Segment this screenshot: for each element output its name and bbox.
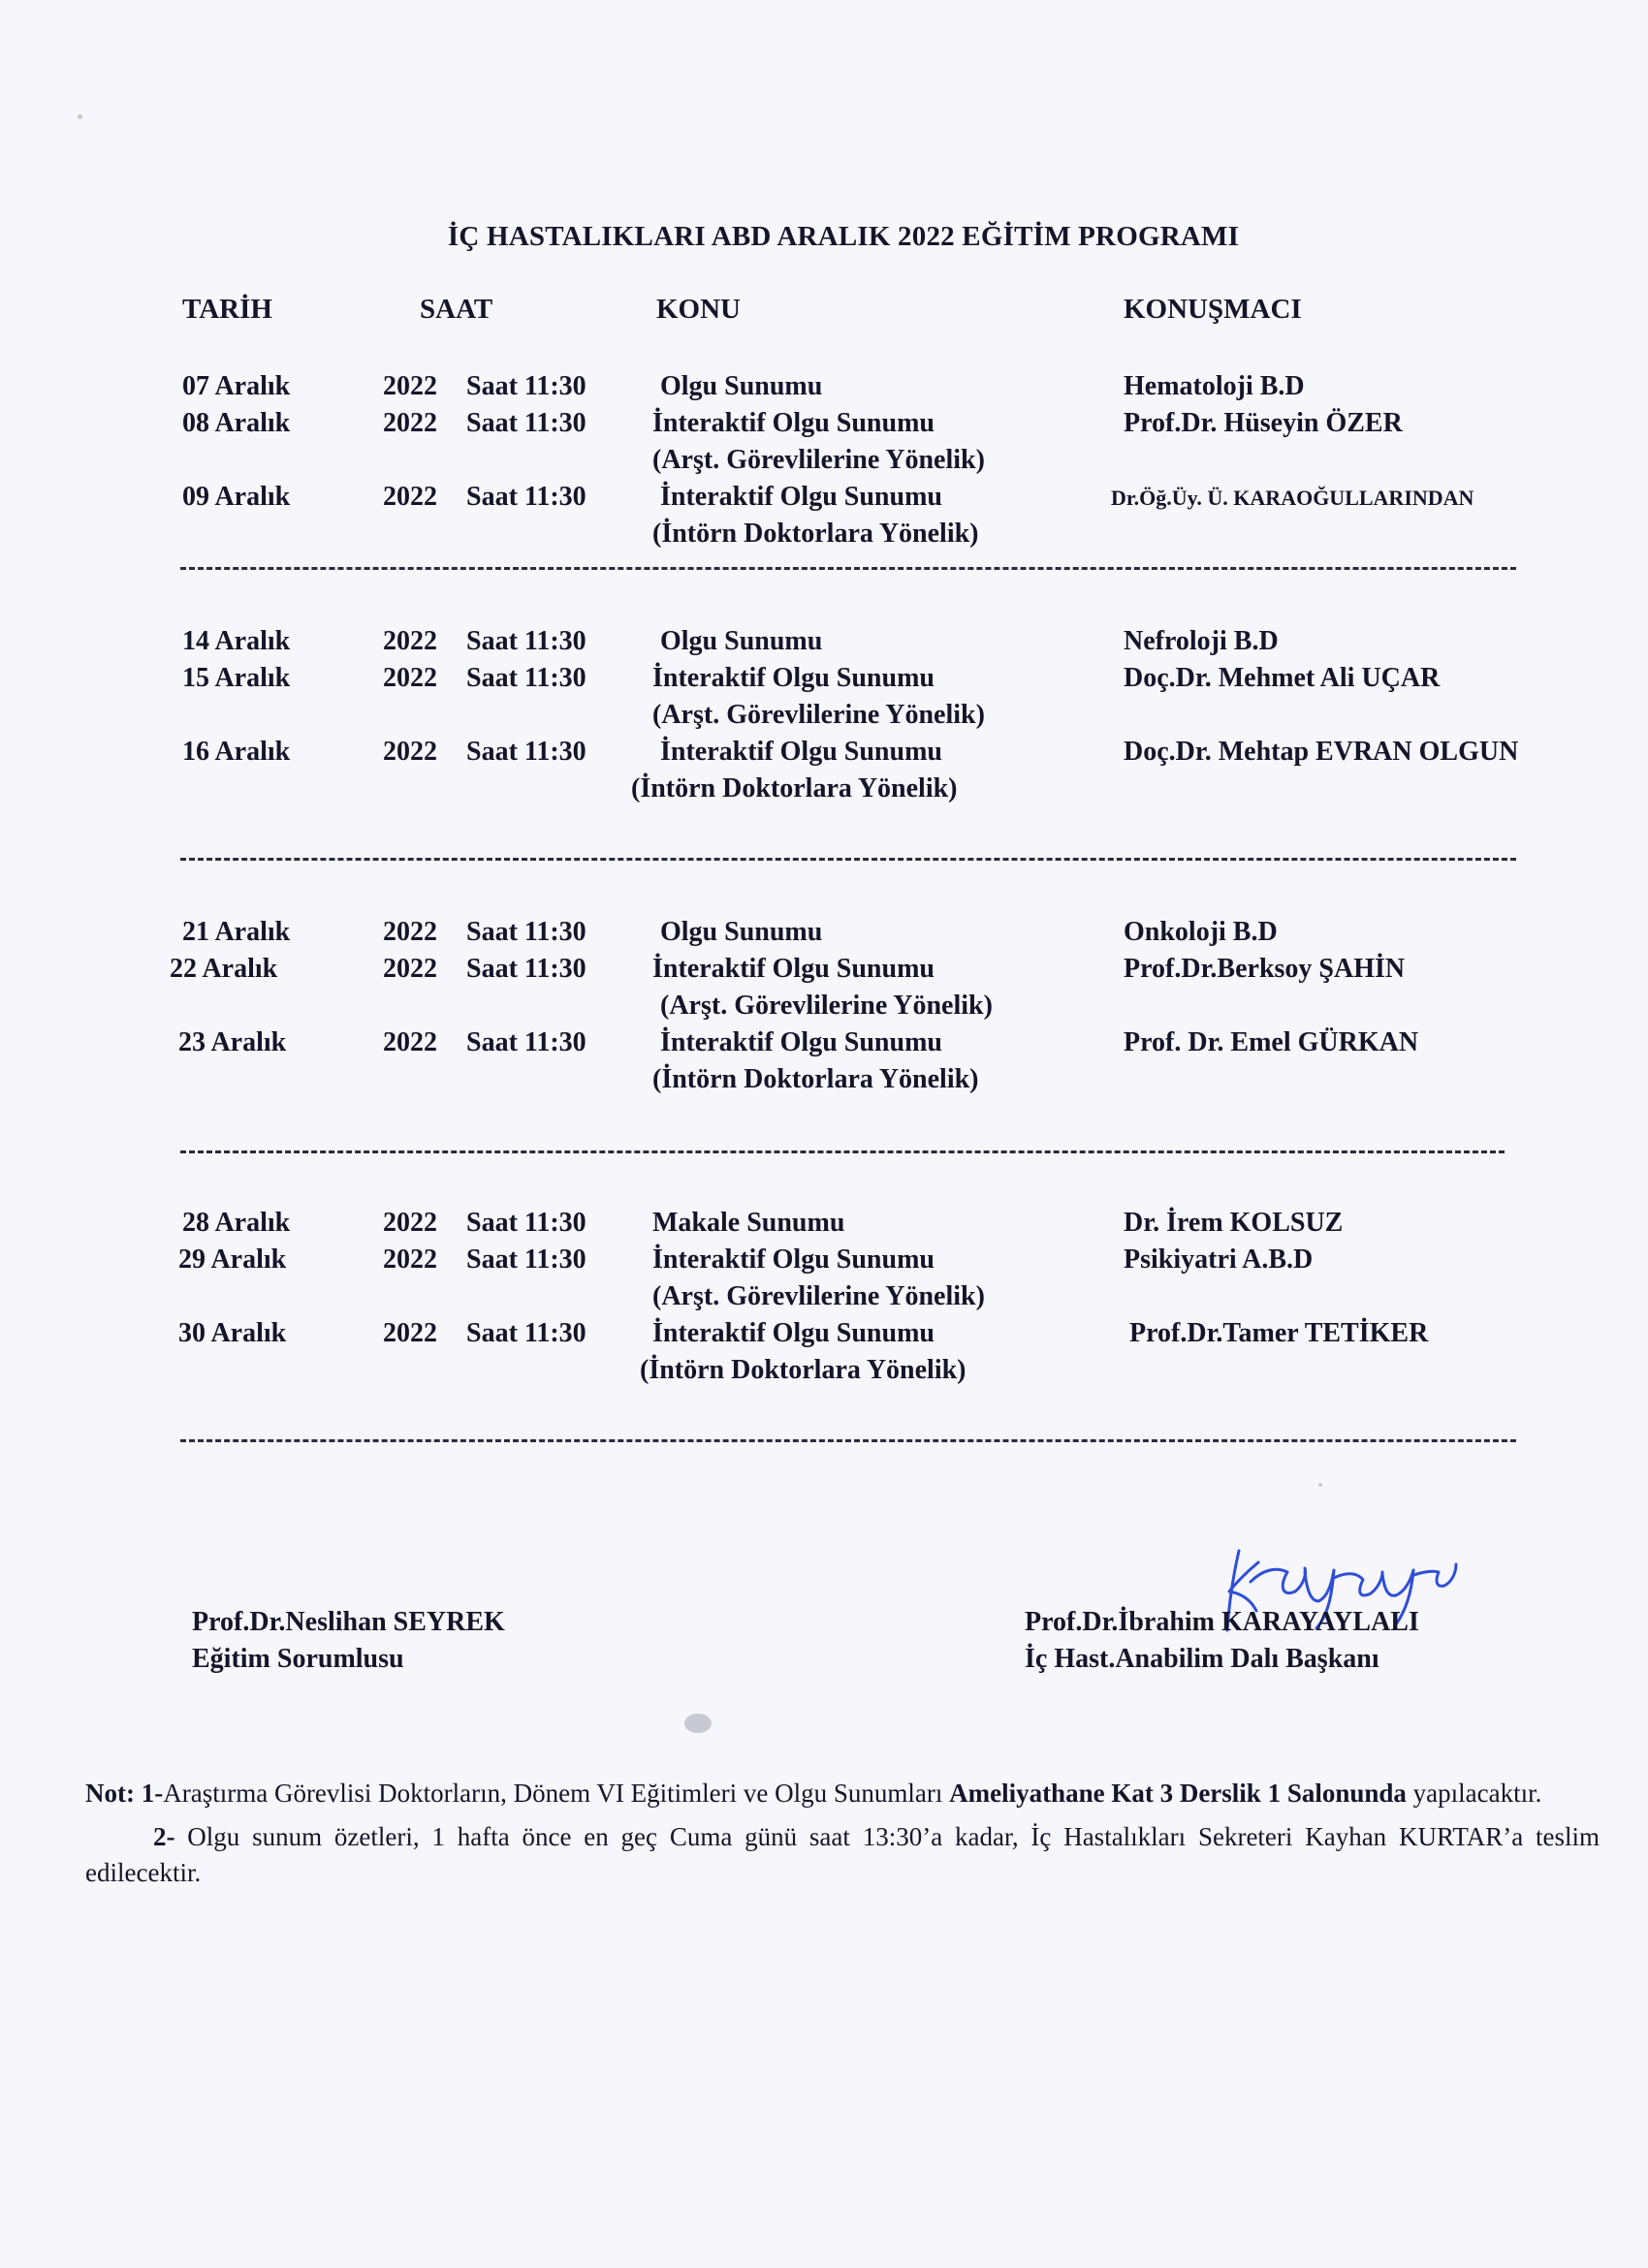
signatory-left-name: Prof.Dr.Neslihan SEYREK [192,1607,505,1637]
header-speaker: KONUŞMACI [1124,294,1302,325]
row-topic-note: (Arşt. Görevlilerine Yönelik) [652,445,985,475]
row-topic-note: (İntörn Doktorlara Yönelik) [652,1064,979,1094]
row-date: 22 Aralık [170,954,278,984]
note-1-end: yapılacaktır. [1406,1779,1542,1808]
row-year: 2022 [383,737,437,767]
row-date: 21 Aralık [182,917,291,947]
row-date: 23 Aralık [178,1027,287,1057]
note-1-location: Ameliyathane Kat 3 Derslik 1 Salonunda [949,1779,1407,1808]
row-topic-note: (Arşt. Görevlilerine Yönelik) [660,991,993,1021]
scan-speck [684,1714,712,1733]
row-time: Saat 11:30 [466,1208,586,1238]
section-divider [180,858,1516,861]
row-topic: Olgu Sunumu [660,917,823,947]
row-time: Saat 11:30 [466,1318,586,1348]
row-time: Saat 11:30 [466,1027,586,1057]
signatory-left [192,1604,505,1678]
row-time: Saat 11:30 [466,954,586,984]
row-time: Saat 11:30 [466,917,586,947]
row-year: 2022 [383,371,437,401]
row-speaker: Prof.Dr.Berksoy ŞAHİN [1124,954,1406,984]
row-topic: İnteraktif Olgu Sunumu [652,1318,935,1348]
row-year: 2022 [383,1244,437,1275]
row-date: 15 Aralık [182,663,291,693]
signatory-left-role: Eğitim Sorumlusu [192,1644,404,1674]
row-date: 14 Aralık [182,626,291,656]
row-topic: Olgu Sunumu [660,626,823,656]
section-divider [180,567,1516,570]
row-speaker: Dr. İrem KOLSUZ [1124,1208,1344,1238]
row-time: Saat 11:30 [466,1244,586,1275]
signatory-right-role: İç Hast.Anabilim Dalı Başkanı [1025,1644,1379,1674]
header-date: TARİH [182,294,272,325]
note-1-text: Araştırma Görevlisi Doktorların, Dönem VI Eğitimleri ve Olgu Sunumları [163,1779,950,1808]
row-speaker: Psikiyatri A.B.D [1124,1244,1314,1275]
notes-section [85,1776,1600,1891]
row-year: 2022 [383,1208,437,1238]
row-topic: İnteraktif Olgu Sunumu [652,954,935,984]
row-date: 28 Aralık [182,1208,291,1238]
note-1 [85,1776,1600,1811]
row-year: 2022 [383,626,437,656]
row-time: Saat 11:30 [466,371,586,401]
row-year: 2022 [383,408,437,438]
note-1-number: 1- [141,1779,164,1808]
row-speaker: Doç.Dr. Mehtap EVRAN OLGUN [1124,737,1519,767]
row-topic-note: (İntörn Doktorlara Yönelik) [640,1355,967,1385]
row-time: Saat 11:30 [466,626,586,656]
note-2 [85,1819,1600,1891]
row-date: 09 Aralık [182,482,291,512]
row-time: Saat 11:30 [466,408,586,438]
row-year: 2022 [383,482,437,512]
row-year: 2022 [383,663,437,693]
scan-speck [1318,1483,1322,1487]
page-title: İÇ HASTALIKLARI ABD ARALIK 2022 EĞİTİM PROGRAMI [447,221,1240,252]
row-topic-note: (İntörn Doktorlara Yönelik) [631,773,958,803]
row-topic: İnteraktif Olgu Sunumu [660,1027,942,1057]
row-speaker: Onkoloji B.D [1124,917,1278,947]
row-speaker: Nefroloji B.D [1124,626,1279,656]
header-topic: KONU [656,294,741,325]
note-2-text: Olgu sunum özetleri, 1 hafta önce en geç Cuma günü saat 13:30’a kadar, İç Hastalıkları Sekreteri Kayhan KURTAR’a teslim edilecektir. [85,1822,1600,1887]
signatory-right-name: Prof.Dr.İbrahim KARAYAYLALI [1025,1607,1419,1637]
row-topic: İnteraktif Olgu Sunumu [652,663,935,693]
row-topic: İnteraktif Olgu Sunumu [652,408,935,438]
row-speaker: Hematoloji B.D [1124,371,1305,401]
row-topic: İnteraktif Olgu Sunumu [660,482,942,512]
row-date: 30 Aralık [178,1318,287,1348]
row-speaker: Doç.Dr. Mehmet Ali UÇAR [1124,663,1441,693]
row-topic-note: (Arşt. Görevlilerine Yönelik) [652,1281,985,1311]
signatory-right [1025,1604,1419,1678]
row-topic-note: (İntörn Doktorlara Yönelik) [652,519,979,549]
row-year: 2022 [383,954,437,984]
row-speaker: Prof. Dr. Emel GÜRKAN [1124,1027,1419,1057]
row-speaker: Prof.Dr. Hüseyin ÖZER [1124,408,1403,438]
row-topic-note: (Arşt. Görevlilerine Yönelik) [652,700,985,730]
row-time: Saat 11:30 [466,663,586,693]
header-time: SAAT [420,294,493,325]
row-date: 08 Aralık [182,408,291,438]
row-date: 16 Aralık [182,737,291,767]
row-year: 2022 [383,1318,437,1348]
row-time: Saat 11:30 [466,482,586,512]
row-speaker: Prof.Dr.Tamer TETİKER [1129,1318,1429,1348]
section-divider [180,1150,1505,1153]
row-date: 07 Aralık [182,371,291,401]
row-speaker: Dr.Öğ.Üy. Ü. KARAOĞULLARINDAN [1111,486,1474,510]
row-topic: İnteraktif Olgu Sunumu [652,1244,935,1275]
row-year: 2022 [383,917,437,947]
row-topic: Olgu Sunumu [660,371,823,401]
row-time: Saat 11:30 [466,737,586,767]
row-topic: İnteraktif Olgu Sunumu [660,737,942,767]
row-year: 2022 [383,1027,437,1057]
note-2-number: 2- [153,1822,175,1851]
section-divider [180,1439,1516,1442]
scan-speck [78,114,82,119]
row-date: 29 Aralık [178,1244,287,1275]
row-topic: Makale Sunumu [652,1208,845,1238]
note-label: Not: [85,1779,135,1808]
